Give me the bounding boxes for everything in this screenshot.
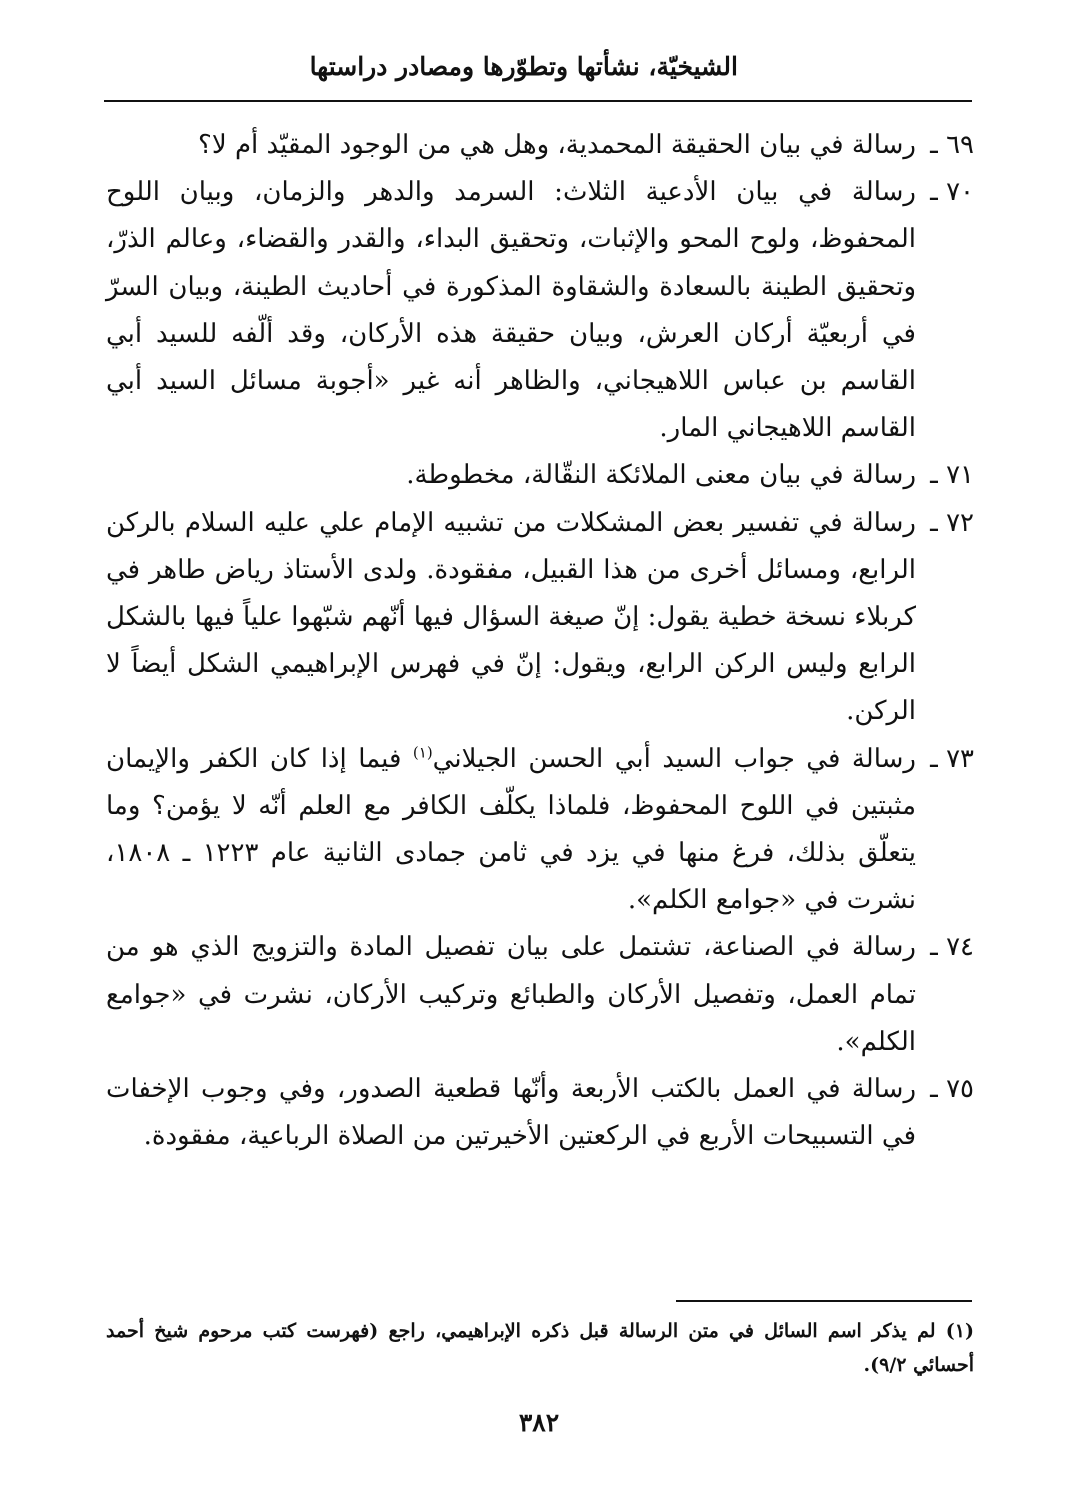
entry-number: ٧٠ ـ: [930, 177, 974, 208]
entry-text: فيما إذا كان الكفر والإيمان مثبتين في اللوح المحفوظ، فلماذا يكلّف الكافر مع العلم أنّه لا يؤمن؟ وما يتعلّق بذلك، فرغ منها في يزد في ثامن جمادى الثانية عام ١٢٢٣ ـ ١٨٠٨، نشرت في «جوامع الكلم».: [106, 743, 916, 916]
entry-number: ٦٩ ـ: [930, 130, 974, 160]
entries-list: [106, 122, 974, 1160]
entry-75: [106, 1066, 974, 1160]
footnote-reference[interactable]: (١): [412, 742, 433, 761]
entry-text: رسالة في جواب السيد أبي الحسن الجيلاني: [432, 743, 916, 774]
entry-text: رسالة في تفسير بعض المشكلات من تشبيه الإمام علي عليه السلام بالركن الرابع، ومسائل أخرى من هذا القبيل، مفقودة. ولدى الأستاذ رياض طاهر في كربلاء نسخة خطية يقول: إنّ صيغة السؤال فيها أنّهم شبّهوا علياً فيها بالشكل الرابع وليس الركن الرابع، ويقول: إنّ في فهرس الإبراهيمي الشكل أيضاً لا الركن.: [106, 507, 916, 727]
running-header: الشيخيّة، نشأتها وتطوّرها ومصادر دراستها: [309, 52, 738, 81]
entry-text: رسالة في بيان الحقيقة المحمدية، وهل هي من الوجود المقيّد أم لا؟: [198, 130, 916, 160]
header-rule: [104, 100, 972, 102]
footnote: [106, 1314, 974, 1382]
footnote-rule: [676, 1300, 972, 1302]
entry-74: [106, 924, 974, 1066]
entry-number: ٧٢ ـ: [930, 507, 974, 538]
footnote-marker: (١): [945, 1320, 974, 1342]
entry-text: رسالة في العمل بالكتب الأربعة وأنّها قطعية الصدور، وفي وجوب الإخفات في التسبيحات الأربع في الركعتين الأخيرتين من الصلاة الرباعية، مفقودة.: [106, 1074, 916, 1152]
entry-number: ٧٤ ـ: [930, 932, 974, 963]
entry-number: ٧٥ ـ: [930, 1074, 974, 1105]
entry-71: [106, 452, 974, 499]
entry-text: رسالة في بيان الأدعية الثلاث: السرمد والدهر والزمان، وبيان اللوح المحفوظ، ولوح المحو والإثبات، وتحقيق البداء، والقدر والقضاء، وعالم الذرّ، وتحقيق الطينة بالسعادة والشقاوة المذكورة في أحاديث الطينة، وبيان السرّ في أربعيّة أركان العرش، وبيان حقيقة هذه الأركان، وقد ألّفه للسيد أبي القاسم بن عباس اللاهيجاني، والظاهر أنه غير «أجوبة مسائل السيد أبي القاسم اللاهيجاني المار.: [106, 177, 916, 444]
entry-69: [106, 122, 974, 169]
entry-72: [106, 500, 974, 736]
entry-text: رسالة في الصناعة، تشتمل على بيان تفصيل المادة والتزويج الذي هو من تمام العمل، وتفصيل الأركان والطبائع وتركيب الأركان، نشرت في «جوامع الكلم».: [106, 932, 917, 1057]
footnote-text: لم يذكر اسم السائل في متن الرسالة قبل ذكره الإبراهيمي، راجع (فهرست كتب مرحوم شيخ أحمد أحسائي ٩/٢).: [106, 1320, 974, 1376]
entry-number: ٧١ ـ: [930, 460, 974, 491]
entry-number: ٧٣ ـ: [930, 743, 974, 774]
page-number: ٣٨٢: [518, 1408, 560, 1437]
entry-70: [106, 169, 974, 452]
entry-text: رسالة في بيان معنى الملائكة النقّالة، مخطوطة.: [406, 460, 916, 491]
entry-73: [106, 736, 974, 925]
